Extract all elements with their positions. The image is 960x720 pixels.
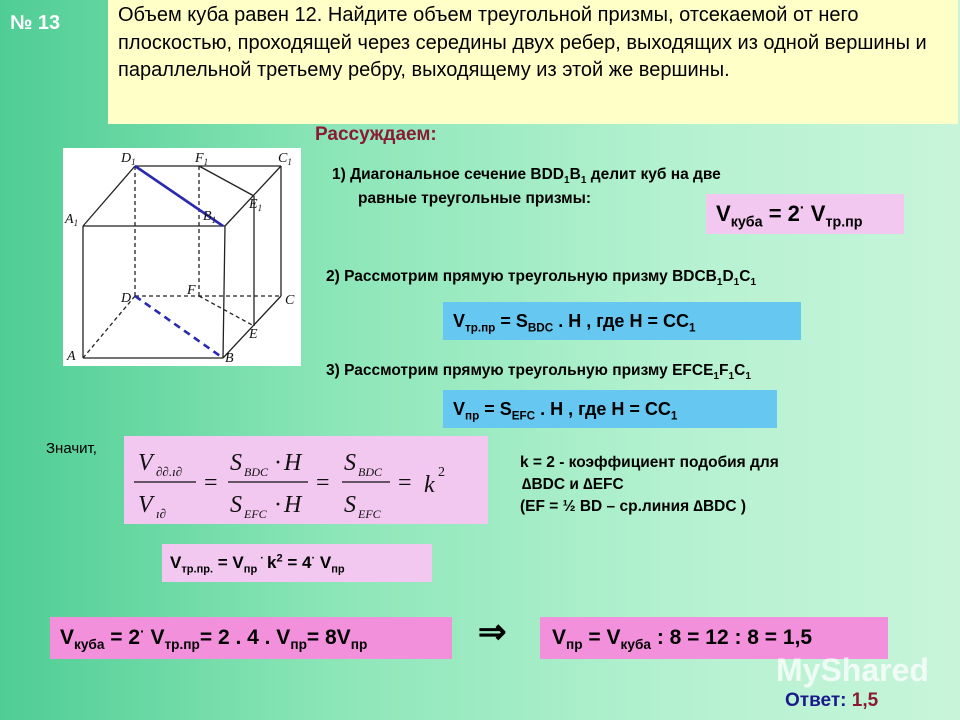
svg-text:ı∂: ı∂ [156, 506, 167, 521]
svg-text:S: S [230, 492, 242, 518]
implies-arrow-icon: ⇒ [478, 613, 507, 651]
reasoning-label: Рассуждаем: [315, 124, 437, 145]
label-b1: $B_1$ [203, 209, 217, 225]
label-f: F [187, 283, 196, 298]
formula-cube-volume: $V_{куба} = 2^\cdot$ $V_{тр.пр}$ [706, 194, 904, 234]
svg-text:BDC: BDC [358, 465, 382, 479]
svg-text:EFC: EFC [358, 507, 381, 521]
diagonal-d-b [135, 296, 223, 358]
svg-text:·: · [274, 492, 282, 518]
svg-text:k: k [424, 472, 435, 498]
svg-text:S: S [344, 450, 356, 476]
svg-text:H: H [284, 492, 302, 518]
svg-text:∂∂.ı∂: ∂∂.ı∂ [156, 464, 183, 479]
label-a: A [67, 349, 76, 364]
label-a1: $A_1$ [65, 212, 79, 228]
svg-text:·: · [274, 450, 282, 476]
svg-text:BDC: BDC [244, 465, 268, 479]
similarity-note [520, 452, 779, 518]
similarity-line-1: k = 2 - коэффициент подобия для [520, 454, 779, 471]
label-d: D [121, 291, 132, 306]
cube-figure [63, 148, 301, 366]
label-c1: $C_1$ [278, 151, 292, 167]
formula-cube-total: $V_{куба} = 2^\cdot$ $V_{тр.пр}= 2$ . 4 . $V_{пр}= 8V_{пр}$ [50, 617, 452, 659]
label-d1: $D_1$ [121, 151, 136, 167]
formula-small-prism-volume: $V_{пр} = S_{EFC}$ . H , где $H = CC_1$ [443, 390, 777, 428]
formula-volume-relation: $V_{тр.пр.} = V_{пр}$ · $k^2 = 4^\cdot$ $V_{пр}$ [162, 544, 432, 582]
svg-text:H: H [284, 450, 302, 476]
step-3: 3) Рассмотрим прямую треугольную призму $EFCE_1F_1C_1$ [326, 362, 751, 383]
svg-text:EFC: EFC [244, 507, 267, 521]
similarity-line-2: ∆BDC и ∆EFC [522, 476, 624, 493]
label-c: C [285, 293, 295, 308]
edge-a1-d1 [83, 166, 135, 226]
answer [785, 690, 878, 712]
svg-text:S: S [230, 450, 242, 476]
svg-text:S: S [344, 492, 356, 518]
problem-statement: Объем куба равен 12. Найдите объем треугольной призмы, отсекаемой от него плоскостью, проходящей через середины двух ребер, выходящих из одной вершины и параллельной третьему ребру, выходящему из этой же вершины. [108, 0, 958, 124]
svg-text:=: = [204, 470, 218, 496]
therefore-label: Значит, [46, 440, 97, 457]
edge-f-e [199, 296, 254, 326]
svg-text:=: = [316, 470, 330, 496]
watermark-logo: MyShared [776, 652, 929, 688]
similarity-line-3: (EF = ½ BD – ср.линия ∆BDC ) [520, 498, 747, 515]
answer-label: Ответ: [785, 690, 847, 711]
ratio-formula [124, 436, 488, 524]
step-1: 1) Диагональное сечение $BDD_1B_1$ делит куб на две [332, 166, 721, 187]
svg-text:V: V [138, 492, 153, 518]
problem-number: № 13 [10, 12, 61, 34]
step-1-line2: равные треугольные призмы: [358, 190, 592, 207]
ratio-equation [124, 436, 488, 524]
step-2: 2) Рассмотрим прямую треугольную призму $BDCB_1D_1C_1$ [326, 268, 757, 289]
svg-text:=: = [398, 470, 412, 496]
svg-text:V: V [138, 450, 153, 476]
svg-text:2: 2 [438, 465, 445, 480]
label-e: E [249, 327, 258, 342]
cube-diagram [63, 148, 301, 366]
edge-f1-e1 [199, 166, 254, 196]
label-e1: $E_1$ [249, 197, 263, 213]
label-f1: $F_1$ [195, 151, 209, 167]
edge-e1-b [223, 226, 225, 358]
answer-value: 1,5 [846, 690, 879, 711]
formula-prism-volume: $V_{тр.пр} = S_{BDC}$ . H , где $H = CC_1$ [443, 302, 801, 340]
label-b: B [225, 351, 234, 366]
formula-answer-calc: $V_{пр} = V_{куба}$ : 8 = 12 : 8 = 1,5 [540, 617, 888, 659]
